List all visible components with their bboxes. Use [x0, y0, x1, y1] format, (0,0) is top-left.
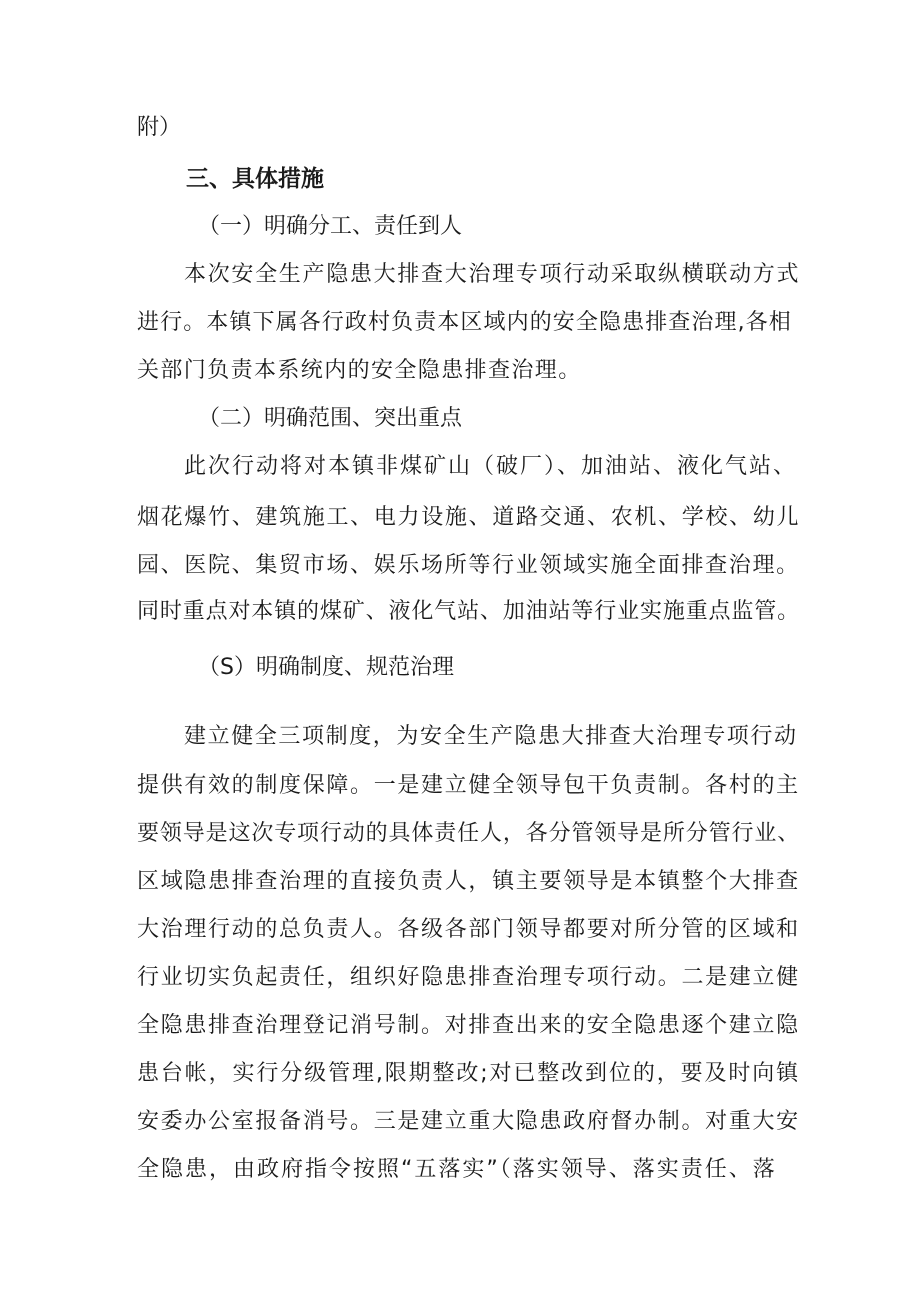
section-heading: 三、具体措施 [186, 166, 324, 192]
paragraph-line: 烟花爆竹、建筑施工、电力设施、道路交通、农机、学校、幼儿 [137, 505, 801, 530]
paragraph-line: 要领导是这次专项行动的具体责任人，各分管领导是所分管行业、 [137, 821, 801, 846]
subsection-heading: （一）明确分工、责任到人 [198, 214, 463, 239]
paragraph-line: 本次安全生产隐患大排查大治理专项行动采取纵横联动方式 [184, 262, 801, 287]
paragraph-line: 患台帐，实行分级管理,限期整改;对已整改到位的，要及时向镇 [137, 1061, 801, 1086]
paragraph-line: 行业切实负起责任，组织好隐患排查治理专项行动。二是建立健 [137, 965, 800, 990]
paragraph-line: 区域隐患排查治理的直接负责人，镇主要领导是本镇整个大排查 [137, 869, 800, 894]
paragraph-line: 关部门负责本系统内的安全隐患排查治理。 [137, 358, 582, 383]
paragraph-line: 全隐患排查治理登记消号制。对排查出来的安全隐患逐个建立隐 [137, 1013, 800, 1038]
subsection-heading: （S）明确制度、规范治理 [198, 655, 454, 680]
paragraph-line: 建立健全三项制度，为安全生产隐患大排查大治理专项行动 [184, 724, 798, 749]
paragraph-line: 园、医院、集贸市场、娱乐场所等行业领域实施全面排查治理。 [137, 553, 800, 578]
paragraph-line: 提供有效的制度保障。一是建立健全领导包干负责制。各村的主 [137, 773, 800, 798]
paragraph-line: 全隐患，由政府指令按照“五落实”（落实领导、落实责任、落 [137, 1157, 777, 1182]
paragraph-line: 同时重点对本镇的煤矿、液化气站、加油站等行业实施重点监管。 [137, 599, 801, 624]
paragraph-line: 此次行动将对本镇非煤矿山（破厂）、加油站、液化气站、 [184, 454, 798, 479]
text-line: 附） [137, 115, 182, 140]
subsection-heading: （二）明确范围、突出重点 [198, 406, 463, 431]
paragraph-line: 进行。本镇下属各行政村负责本区域内的安全隐患排查治理,各相 [137, 310, 792, 335]
paragraph-line: 安委办公室报备消号。三是建立重大隐患政府督办制。对重大安 [137, 1109, 800, 1134]
paragraph-line: 大治理行动的总负责人。各级各部门领导都要对所分管的区域和 [137, 917, 800, 942]
